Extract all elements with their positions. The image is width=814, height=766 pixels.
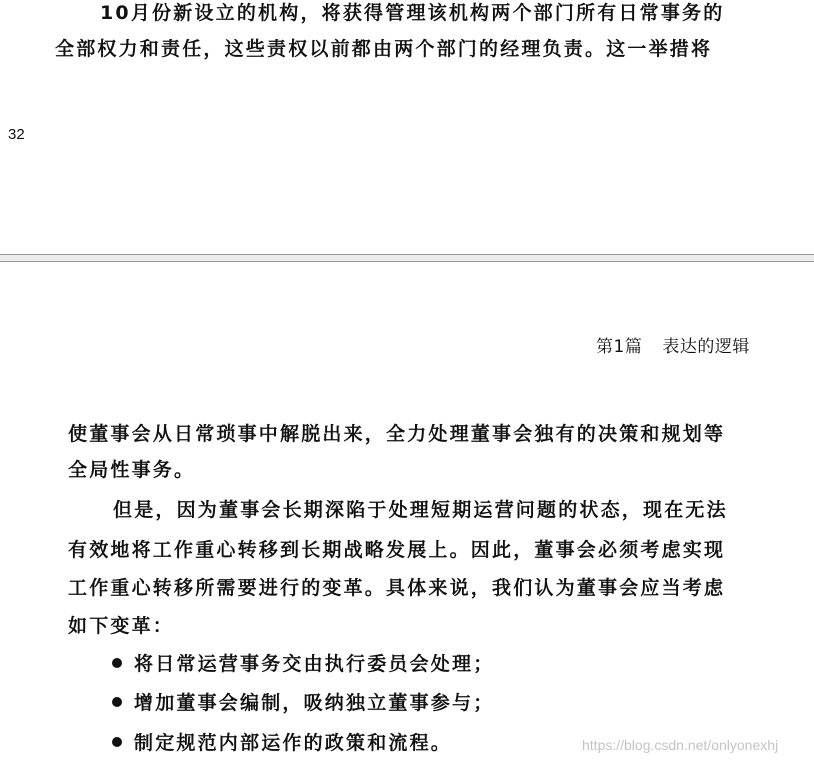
bullet-item	[112, 652, 494, 676]
text-line: 工作重心转移所需要进行的变革。具体来说，我们认为董事会应当考虑	[68, 577, 726, 599]
bullet-item	[112, 731, 452, 755]
bullet-text: 将日常运营事务交由执行委员会处理；	[134, 653, 495, 675]
text-line: 如下变革：	[68, 615, 175, 637]
running-header	[596, 332, 750, 357]
bullet-text: 增加董事会编制，吸纳独立董事参与；	[134, 692, 495, 714]
text-line: 使董事会从日常琐事中解脱出来，全力处理董事会独有的决策和规划等	[68, 423, 726, 445]
text-line: 但是，因为董事会长期深陷于处理短期运营问题的状态，现在无法	[113, 499, 728, 521]
text-line: 有效地将工作重心转移到长期战略发展上。因此，董事会必须考虑实现	[68, 539, 726, 561]
text-line: 全部权力和责任，这些责权以前都由两个部门的经理负责。这一举措将	[55, 38, 713, 60]
text-line: 10月份新设立的机构，将获得管理该机构两个部门所有日常事务的	[100, 2, 725, 24]
page-divider	[0, 254, 814, 262]
bullet-dot-icon	[112, 697, 122, 707]
watermark: https://blog.csdn.net/onlyonexhj	[582, 737, 779, 753]
part-label: 第1篇	[596, 337, 643, 357]
text-line: 全局性事务。	[68, 459, 196, 481]
page-number: 32	[8, 126, 25, 143]
bullet-dot-icon	[112, 737, 122, 747]
bullet-dot-icon	[112, 658, 122, 668]
part-title: 表达的逻辑	[662, 337, 750, 357]
bullet-item	[112, 691, 494, 715]
bullet-text: 制定规范内部运作的政策和流程。	[134, 732, 453, 754]
